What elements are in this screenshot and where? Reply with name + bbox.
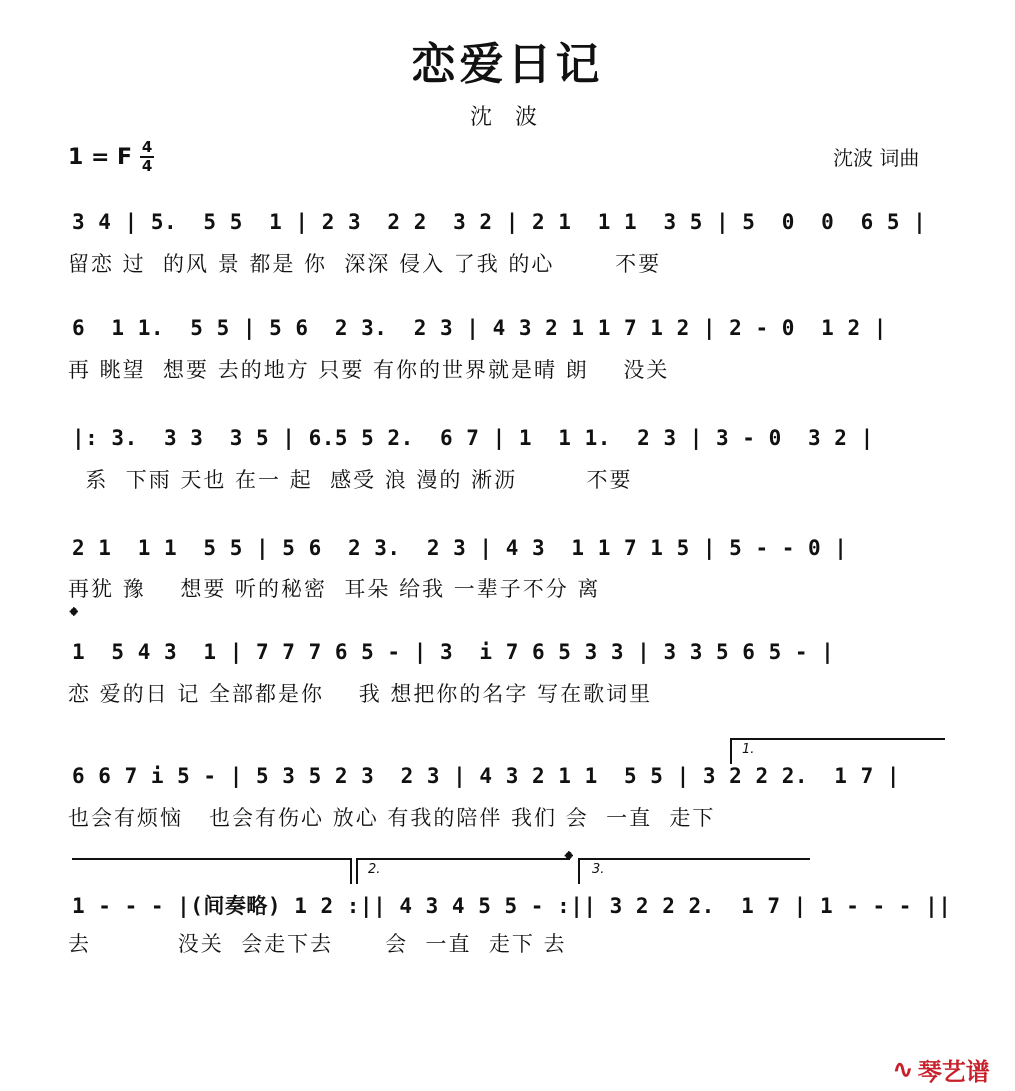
volta-2-line [356,858,570,860]
lyrics-row-7: 去 没关 会走下去 会 一直 走下 去 [68,932,567,956]
volta-3-line [578,858,810,860]
volta-1-continue-tick [350,858,352,884]
notation-row-5: 1 5 4 3 1 | 7 7 7 6 5 - | 3 i 7 6 5 3 3 | 3 3 5 6 5 - | [72,640,835,664]
watermark-logo-icon: ∿ [892,1054,914,1085]
credit-text: 沈波 词曲 [833,146,920,170]
volta-1-tick [730,738,732,764]
artist-name: 沈 波 [470,105,545,130]
coda-sign: 𝄌 [70,604,78,629]
volta-2-tick [356,858,358,884]
time-signature [140,140,154,174]
lyrics-row-4: 再犹 豫 想要 听的秘密 耳朵 给我 一辈子不分 离 [68,577,601,601]
key-signature [68,140,154,174]
notation-row-3: |: 3. 3 3 3 5 | 6.5 5 2. 6 7 | 1 1 1. 2 3 | 3 - 0 3 2 | [72,426,874,450]
lyrics-row-6: 也会有烦恼 也会有伤心 放心 有我的陪伴 我们 会 一直 走下 [68,806,716,830]
volta-1-label: 1. [742,742,755,757]
coda-sign-2: 𝄌 [565,848,573,873]
volta-3-tick [578,858,580,884]
key-label: 1 = F [68,144,133,170]
lyrics-row-1: 留恋 过 的风 景 都是 你 深深 侵入 了我 的心 不要 [68,252,662,276]
lyrics-row-5: 恋 爱的日 记 全部都是你 我 想把你的名字 写在歌词里 [68,682,653,706]
watermark [892,1052,990,1087]
lyrics-row-3: 系 下雨 天也 在一 起 感受 浪 漫的 淅沥 不要 [68,468,633,492]
notation-row-7: 1 - - - |(间奏略) 1 2 :|| 4 3 4 5 5 - :|| 3 2 2 2. 1 7 | 1 - - - || [72,894,952,918]
notation-row-2: 6 1 1. 5 5 | 5 6 2 3. 2 3 | 4 3 2 1 1 7 1 2 | 2 - 0 1 2 | [72,316,887,340]
page-title: 恋爱日记 [411,39,604,90]
notation-row-4: 2 1 1 1 5 5 | 5 6 2 3. 2 3 | 4 3 1 1 7 1 5 | 5 - - 0 | [72,536,848,560]
time-signature-top: 4 [141,138,153,156]
volta-3-label: 3. [592,862,605,877]
watermark-text: 琴艺谱 [917,1058,990,1086]
volta-2-label: 2. [368,862,381,877]
volta-1-continue-line [72,858,350,860]
time-signature-bottom: 4 [141,157,153,175]
notation-row-6: 6 6 7 i 5 - | 5 3 5 2 3 2 3 | 4 3 2 1 1 5 5 | 3 2 2 2. 1 7 | [72,764,901,788]
volta-1-line [730,738,945,740]
lyrics-row-2: 再 眺望 想要 去的地方 只要 有你的世界就是晴 朗 没关 [68,358,670,382]
notation-row-1: 3 4 | 5. 5 5 1 | 2 3 2 2 3 2 | 2 1 1 1 3 5 | 5 0 0 6 5 | [72,210,927,234]
